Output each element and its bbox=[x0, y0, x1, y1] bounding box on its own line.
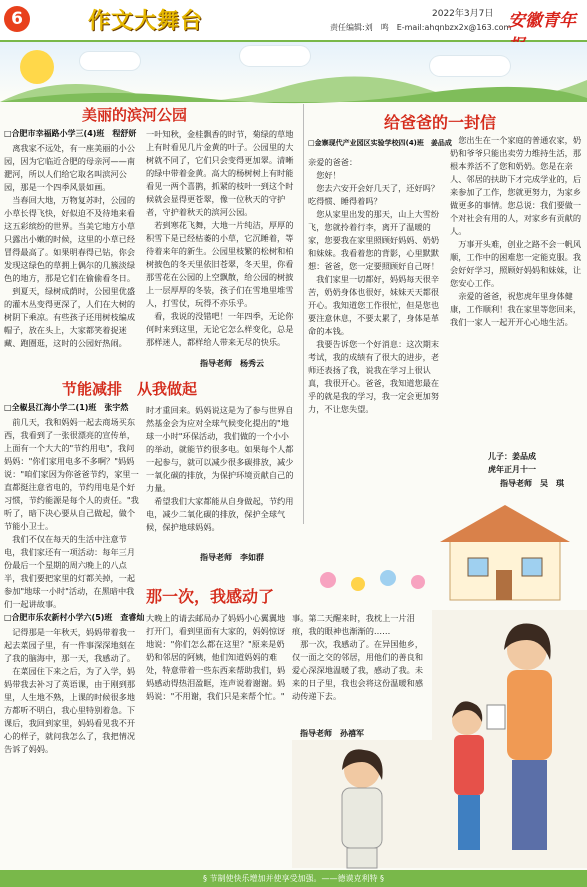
article2-column-2: 时才重回来。妈妈说这是为了参与世界自然基金会为应对全球气候变化提出的"地球一小时"环保活动，我们做的一个小小的举动，就能节约很多电。如果每个人都一起参与，就可以减少很多碳排放，减少一氧化碳的排放，为保护环境贡献自己的力量。 希望我们大家都能从自身做起，节约用电，减少二氧化碳的排放，保护全球气候，保护地球妈妈。 bbox=[146, 405, 294, 532]
article4-teacher: 指导老师 孙禧军 bbox=[300, 729, 364, 738]
article3-column-1: 亲爱的爸爸： 您好！ 您去六安开会好几天了，还好吗？吃得惯、睡得着吗？ 您从家里出发的那天，山上大雪纷飞，您就拎着行李，离开了温暖的家，您要我在家里照顾好妈妈、奶奶和妹妹。我看着您的背影，心里默默想：爸爸，您一定要照顾好自己呀！ 我们家里一切都好，妈妈每天很辛苦，奶奶身体也很好，妹妹天天都很开心。我知道您工作很忙，但是您也要注意休息，不要太累了，身体是革命的本钱。 我要告诉您一个好消息：这次期末考试，我的成绩有了很大的进步，老师还表扬了我，说我在学习上很认真，我很开心。爸爸，我知道您最在乎的就是我的学习，我一定会更加努力，不让您失望。 bbox=[308, 157, 440, 414]
house-illustration bbox=[430, 500, 585, 610]
hills-illustration bbox=[0, 68, 587, 102]
article2-author: □全椒县江海小学二(1)班 张宇然 bbox=[4, 403, 129, 412]
article4-column-1: 记得那是一年秋天，妈妈带着我一起去菜园子里，有一件事深深地刻在了我的脑海中，那一天，我感动了。 在菜园住下来之后，为了入学，妈妈带我去补习了英语课，由于刚到那里，人生地不熟，上课的时候很多地方都听不明白，我心里特别着急。下课后，我回到家里，妈妈看见我不开心的样子，就问我怎么了，我把情况告诉了妈妈。 bbox=[4, 627, 136, 754]
page-header bbox=[0, 0, 587, 42]
girl-illustration bbox=[292, 740, 432, 868]
article4-author: □合肥市乐农新村小学六(5)班 查睿灿 bbox=[4, 613, 145, 622]
article4-column-3: 事。第二天醒来时，我枕上一片泪痕，我的眼神也渐渐的…… 那一次，我感动了。在异国他乡，仅一面之交的邻居，用他们的善良和爱心深深地温暖了我，感动了我。未来的日子里，我也会将这份温暖和感动传递下去。 bbox=[292, 613, 424, 701]
family-illustration bbox=[432, 610, 587, 868]
article2-teacher: 指导老师 李如群 bbox=[200, 553, 264, 562]
article1-column-1: 离我家不远处，有一座美丽的小公园，因为它临近合肥的母亲河——南淝河，所以人们给它取名叫滨河公园，那是一个四季风景如画。 当春回大地，万物复苏时，公园的小草长得飞快，好似迫不及待地来看这五彩缤纷的世界。当美它地方小草只露出小嫩的时候，这里的小草已经冒得最高了。如果明春得已钻，你会发现这绿色的草拥上偶尔的几簇淡绿色的地方，那是它们在偷偷看冬日。 到夏天，绿树成荫时，公园里优盛的灌木丛变得更深了，人们在大树的树阴下乘凉。有些孩子还用树枝编成帽子，放在头上，大家都笑着捉迷藏、跑圈逛，这时的公园好热闹。 bbox=[4, 143, 136, 348]
article1-author: □合肥市幸福路小学三(4)班 程舒妍 bbox=[4, 129, 137, 138]
article3-title: 给爸爸的一封信 bbox=[384, 113, 497, 132]
article3-author: □金寨现代产业园区实验学校四(4)班 姜品成 bbox=[308, 139, 452, 147]
article4-title: 那一次，我感动了 bbox=[146, 587, 275, 606]
page-number: 6 bbox=[4, 6, 30, 32]
article1-teacher: 指导老师 杨秀云 bbox=[200, 359, 264, 368]
article1-column-2: 一叶知秋，金桂飘香的时节，菊绿的草地上有时看见几片金黄的叶子。公园里的大树就不同了，它们只会变得更加翠。清晰的绿中带着金黄。高大的杨树树上有时能看见一两个喜鹊，抓紧的枝叶一到这个时候就会显得更苍翠，像一位秋天的守护者，守护着秋天的滨河公园。 若到寒花飞舞，大地一片纯洁，厚厚的积雪下是已经枯萎的小草，它沉睡着，等待着来年的新生。公园里枝繁的松树和柏树披色的冬天里依旧苍翠，冬天里，你看那雪花在公园的上空飘散，给公园的树披上一层厚厚的冬装，孩子们在雪地里堆雪人，打雪仗，玩得不亦乐乎。 看，我说的没错吧！一年四季，无论你何时来到这里，无论它怎么样变化，总是那样迷人，都样给人带来无尽的快乐。 bbox=[146, 129, 294, 347]
newspaper-logo: 安徽青年 bbox=[508, 11, 576, 31]
page-footer: § 节制使快乐增加并使享受加强。——德谟克利特 § bbox=[0, 870, 587, 887]
article3-signature: 儿子：姜品成 虎年正月十一 bbox=[488, 452, 536, 474]
flower-decoration bbox=[308, 560, 448, 600]
cloud-illustration bbox=[240, 46, 310, 66]
issue-date: 2022年3月7日 bbox=[432, 9, 494, 19]
column-divider bbox=[303, 104, 304, 524]
article2-title: 节能减排 从我做起 bbox=[62, 380, 198, 398]
section-title: 作文大舞台 bbox=[88, 9, 204, 34]
editor-info: 责任编辑:刘 鸣 E-mail:ahqnbzx2x@163.com bbox=[330, 23, 512, 32]
article3-teacher: 指导老师 吴 琪 bbox=[500, 479, 564, 488]
article3-column-2: 您出生在一个家庭的普通农家，奶奶和爷爷只能出卖劳力维持生活，那根本养活不了您和奶奶。您是在亲人、邻居的扶助下才完成学业的，后来参加了工作，您就更努力，为家乡做更多的事情。您总说：我们要做一个对社会有用的人，对家乡有贡献的人。 万事开头难，创业之路不会一帆风顺，工作中的困难您一定能克服。我会好好学习，照顾好妈妈和妹妹，让您安心工作。 亲爱的爸爸，祝您虎年里身体健康，工作顺利！我在家里等您回来，我们一家人一起开开心心地生活。 bbox=[450, 135, 582, 327]
article2-column-1: 前几天，我和妈妈一起去商场买东西，我看到了一张很漂亮的宣传单，上面有一个大大的"节约用电"，我问妈妈："你们家用电多不多啊？"妈妈说："咱们家因为你爸爸节约，家里一直都挺注意省电的，节约用电是个好习惯，节约能源是每个人的责任。"我听了，暗下决心要从自己做起，做个节能小卫士。 我们不仅在每天的生活中注意节电，我们家还有一项活动：每年三月份最后一个星期的周六晚上的八点半，我们要把家里的灯都关掉，一起参加"地球一小时"活动，在黑暗中我们一起讲故事。 bbox=[4, 417, 139, 609]
article4-column-2: 大晚上的请去邮局办了妈妈小心翼翼地打开门，看到里面有大家的，妈妈惊讶地说："你们怎么都在这里？"原来是奶奶和邻居的阿姨，他们知道妈妈的难处，特意带着一些东西来帮助我们，妈妈感动得热泪盈眶，连声说着谢谢。妈妈说："不用谢，我们只是来帮个忙。" bbox=[146, 613, 286, 701]
article1-title: 美丽的滨河公园 bbox=[82, 106, 188, 124]
